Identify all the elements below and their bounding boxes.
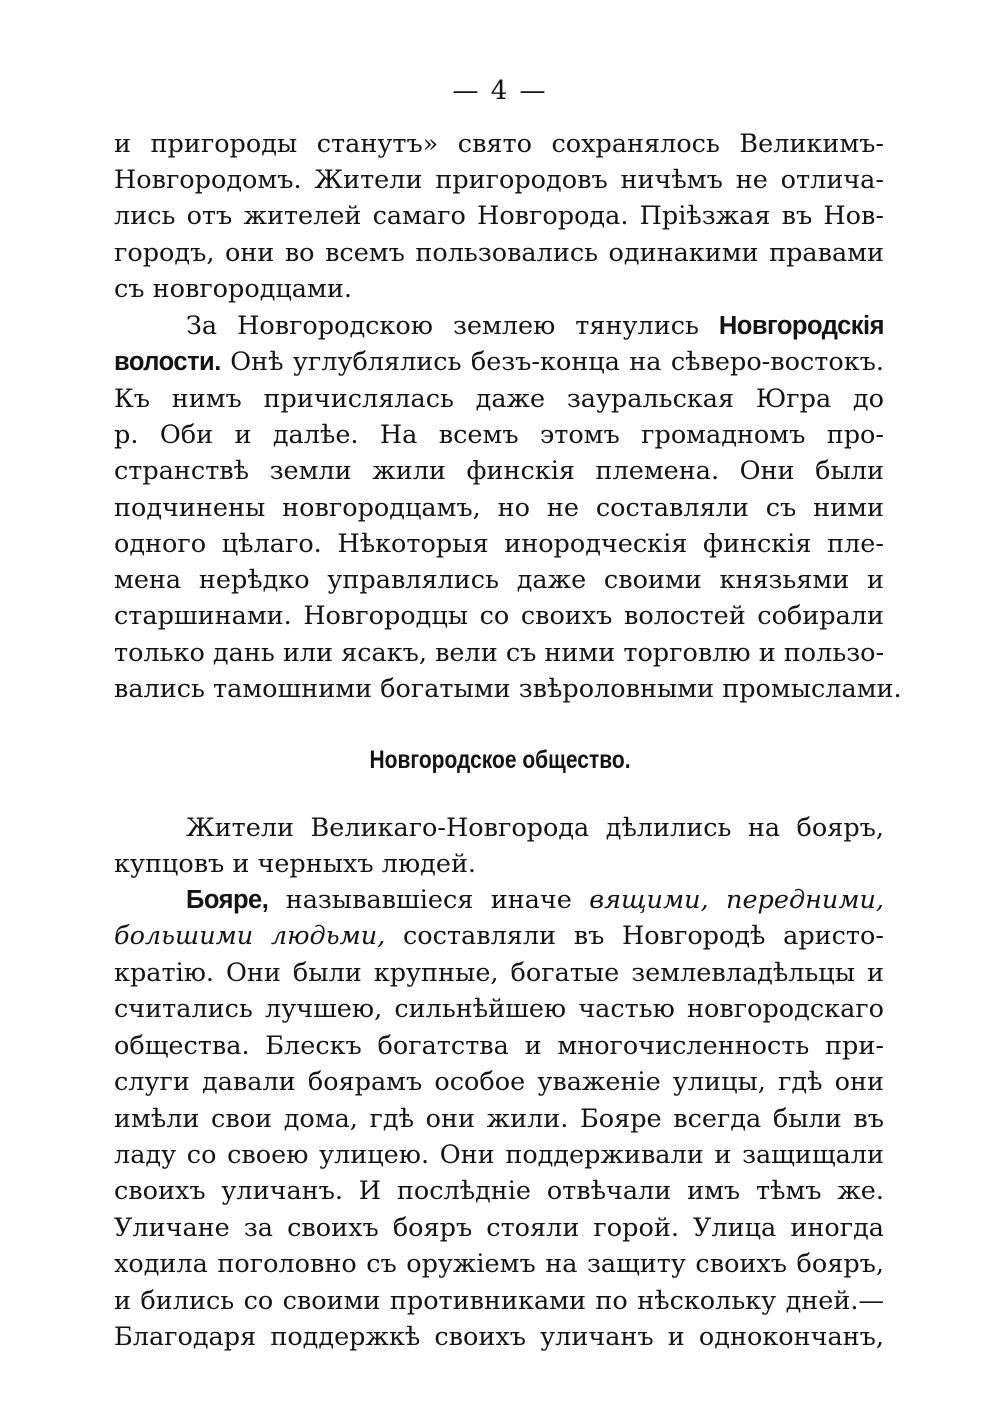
text-span: За Новгородскою землею тянулись	[186, 311, 699, 341]
section-heading: Новгородское общество.	[369, 746, 631, 774]
text-line: старшинами. Новгородцы со своихъ волостей собирали	[114, 601, 884, 631]
text-line: своихъ уличанъ. И послѣдніе отвѣчали имъ тѣмъ же.	[114, 1176, 884, 1206]
text-line	[186, 310, 884, 342]
text-line: общества. Блескъ богатства и многочисленность при-	[114, 1031, 884, 1061]
text-line: считались лучшею, сильнѣйшею частью новгородскаго	[114, 994, 884, 1024]
text-span: составляли въ Новгородѣ аристо-	[402, 921, 884, 951]
text-line: Жители Великаго-Новгорода дѣлились на бояръ,	[186, 813, 884, 843]
bold-term: Бояре,	[186, 886, 269, 914]
text-line: Къ нимъ причислялась даже зауральская Югра до	[114, 384, 884, 414]
text-span: Онѣ углублялись безъ-конца на сѣверо-востокъ.	[230, 347, 884, 377]
text-line: мена нерѣдко управлялись даже своими князьями и	[114, 565, 884, 595]
text-line: р. Оби и далѣе. На всемъ этомъ громадномъ про-	[114, 420, 884, 450]
text-line: ходила поголовно съ оружіемъ на защиту своихъ бояръ,	[114, 1249, 884, 1279]
text-line: купцовъ и черныхъ людей.	[114, 849, 477, 879]
text-line	[186, 884, 884, 916]
text-line: съ новгородцами.	[114, 274, 352, 304]
page-number: — 4 —	[452, 76, 548, 106]
text-line: ладу со своею улицею. Они поддерживали и защищали	[114, 1140, 884, 1170]
text-line: лись отъ жителей самаго Новгорода. Пріѣзжая въ Нов-	[114, 201, 884, 231]
text-line: кратію. Они были крупные, богатые землевладѣльцы и	[114, 958, 884, 988]
text-line: странствѣ земли жили финскія племена. Они были	[114, 456, 884, 486]
text-line	[114, 346, 884, 378]
text-line: и бились со своими противниками по нѣскольку дней.—	[114, 1286, 884, 1316]
text-line: только дань или ясакъ, вели съ ними торговлю и пользо-	[114, 638, 885, 668]
text-line: Благодаря поддержкѣ своихъ уличанъ и однокончанъ,	[114, 1322, 884, 1352]
text-line: Уличане за своихъ бояръ стояли горой. Улица иногда	[114, 1213, 884, 1243]
text-line: и пригороды станутъ» свято сохранялось Великимъ-	[114, 129, 884, 159]
text-line: городъ, они во всемъ пользовались одинакими правами	[114, 238, 884, 268]
text-span: называвшіеся иначе	[285, 885, 572, 915]
text-line: имѣли свои дома, гдѣ они жили. Бояре всегда были въ	[114, 1104, 884, 1134]
text-line: одного цѣлаго. Нѣкоторыя инородческія финскія пле-	[114, 529, 884, 559]
text-line	[114, 920, 884, 952]
text-line: подчинены новгородцамъ, но не составляли съ ними	[114, 493, 884, 523]
bold-term: Новгородскія	[718, 312, 884, 340]
text-line: Новгородомъ. Жители пригородовъ ничѣмъ не отлича-	[114, 165, 884, 195]
text-line: слуги давали боярамъ особое уваженіе улицы, гдѣ они	[114, 1067, 884, 1097]
italic-term: большими людьми,	[114, 921, 386, 951]
bold-term: волости.	[114, 348, 221, 376]
text-line: вались тамошними богатыми звѣроловными промыслами.	[114, 674, 902, 704]
italic-term: вящими, передними,	[589, 885, 885, 915]
